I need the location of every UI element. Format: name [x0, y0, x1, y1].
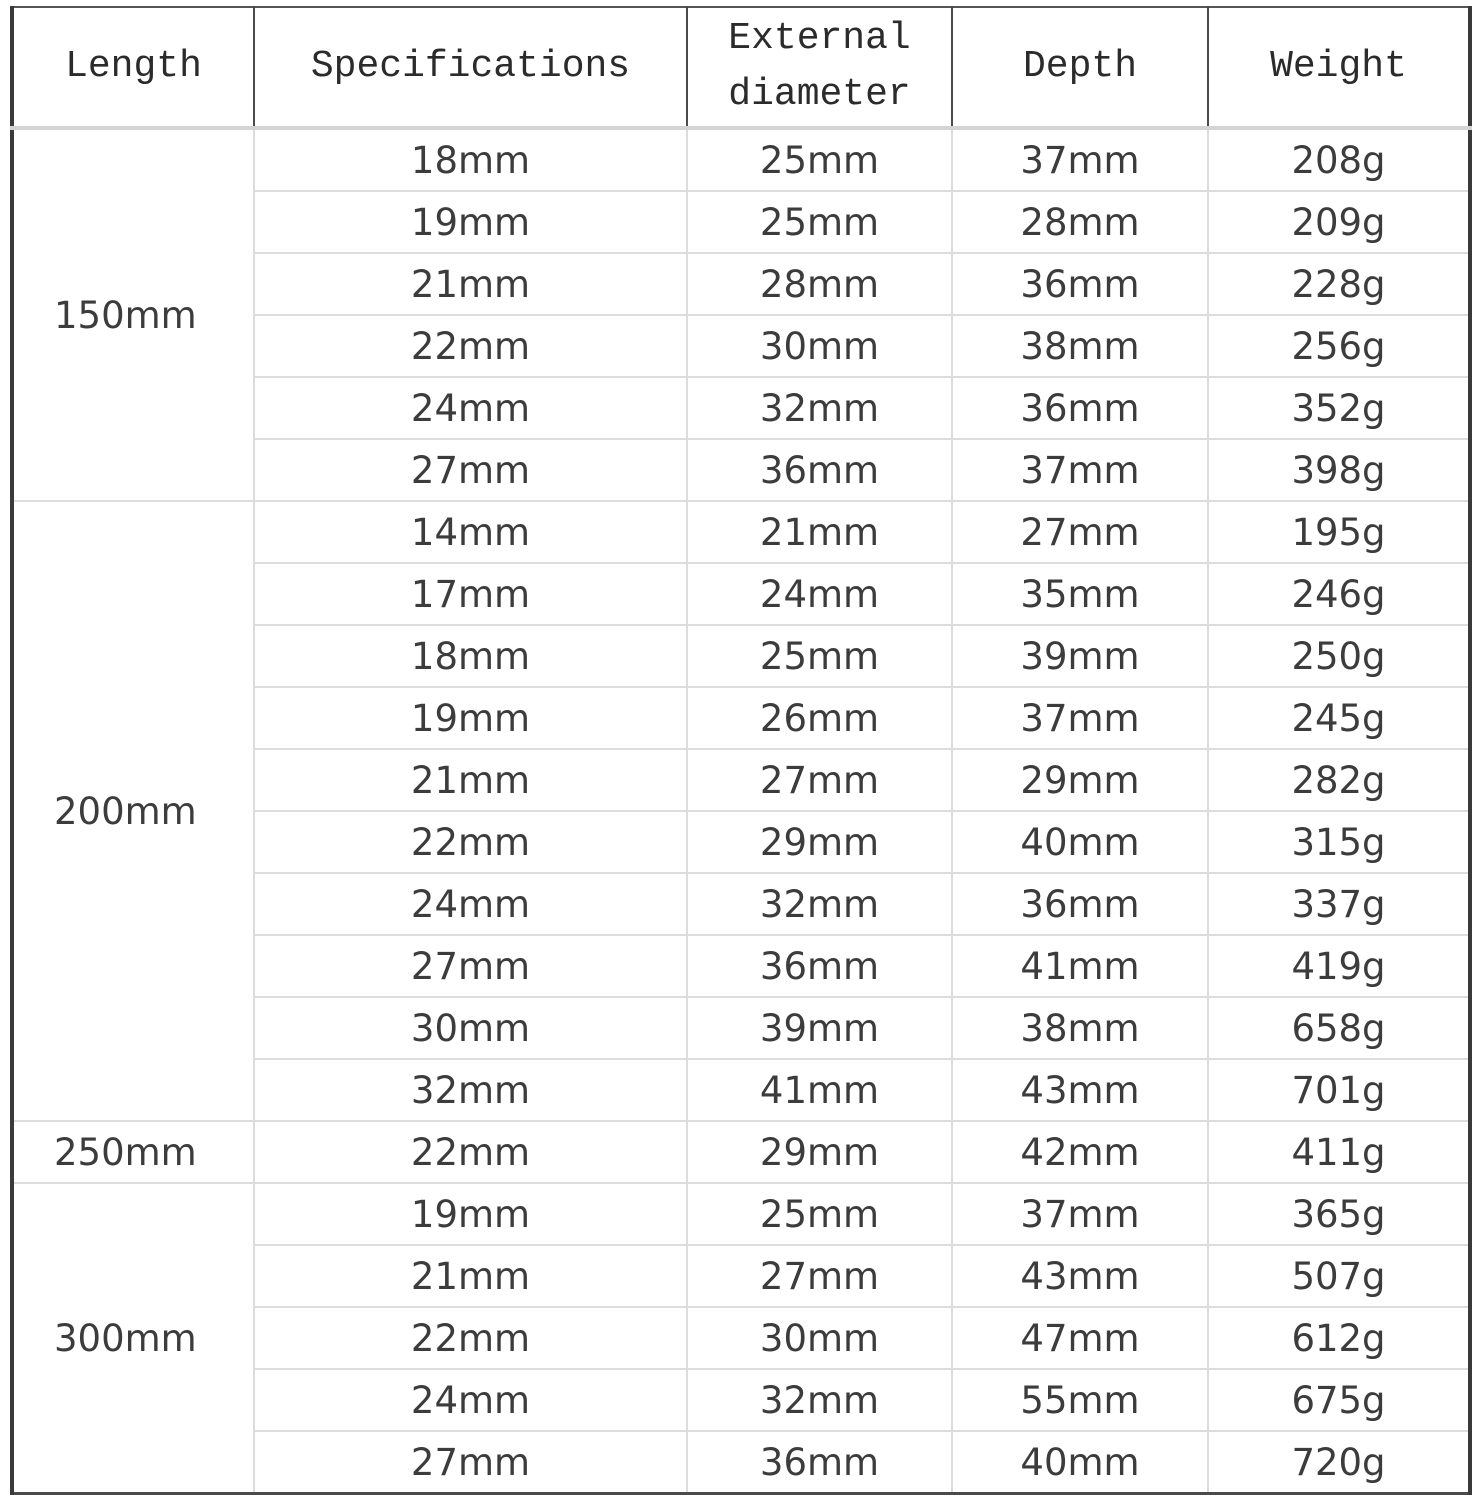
weight-cell: 195g [1208, 501, 1470, 563]
depth-cell: 29mm [952, 749, 1208, 811]
external-diameter-cell: 36mm [687, 439, 952, 501]
weight-cell: 419g [1208, 935, 1470, 997]
depth-cell: 40mm [952, 811, 1208, 873]
external-diameter-cell: 25mm [687, 1183, 952, 1245]
specification-cell: 14mm [254, 501, 687, 563]
specification-cell: 17mm [254, 563, 687, 625]
header-weight: Weight [1208, 7, 1470, 128]
depth-cell: 27mm [952, 501, 1208, 563]
specification-cell: 19mm [254, 687, 687, 749]
specification-cell: 18mm [254, 128, 687, 191]
specification-cell: 22mm [254, 1121, 687, 1183]
weight-cell: 411g [1208, 1121, 1470, 1183]
external-diameter-cell: 36mm [687, 935, 952, 997]
weight-cell: 315g [1208, 811, 1470, 873]
depth-cell: 37mm [952, 439, 1208, 501]
table-row [12, 1183, 1470, 1245]
weight-cell: 209g [1208, 191, 1470, 253]
header-external-diameter-line1: External [728, 17, 911, 60]
specification-cell: 27mm [254, 935, 687, 997]
external-diameter-cell: 29mm [687, 1121, 952, 1183]
depth-cell: 55mm [952, 1369, 1208, 1431]
external-diameter-cell: 32mm [687, 873, 952, 935]
length-cell: 150mm [12, 128, 254, 501]
specification-cell: 22mm [254, 811, 687, 873]
weight-cell: 245g [1208, 687, 1470, 749]
header-specifications: Specifications [254, 7, 687, 128]
depth-cell: 35mm [952, 563, 1208, 625]
weight-cell: 256g [1208, 315, 1470, 377]
header-external-diameter-line2: diameter [728, 73, 911, 116]
external-diameter-cell: 25mm [687, 128, 952, 191]
specification-cell: 22mm [254, 315, 687, 377]
length-cell: 200mm [12, 501, 254, 1121]
header-row [12, 7, 1470, 128]
weight-cell: 228g [1208, 253, 1470, 315]
external-diameter-cell: 39mm [687, 997, 952, 1059]
depth-cell: 38mm [952, 997, 1208, 1059]
weight-cell: 612g [1208, 1307, 1470, 1369]
external-diameter-cell: 30mm [687, 1307, 952, 1369]
depth-cell: 37mm [952, 1183, 1208, 1245]
table-header [12, 7, 1470, 128]
external-diameter-cell: 41mm [687, 1059, 952, 1121]
specification-cell: 24mm [254, 1369, 687, 1431]
external-diameter-cell: 32mm [687, 377, 952, 439]
depth-cell: 43mm [952, 1245, 1208, 1307]
specification-cell: 27mm [254, 439, 687, 501]
external-diameter-cell: 21mm [687, 501, 952, 563]
header-external-diameter [687, 7, 952, 128]
depth-cell: 36mm [952, 377, 1208, 439]
specification-cell: 22mm [254, 1307, 687, 1369]
length-cell: 300mm [12, 1183, 254, 1494]
weight-cell: 365g [1208, 1183, 1470, 1245]
external-diameter-cell: 27mm [687, 1245, 952, 1307]
specification-cell: 24mm [254, 873, 687, 935]
depth-cell: 39mm [952, 625, 1208, 687]
weight-cell: 282g [1208, 749, 1470, 811]
specification-cell: 30mm [254, 997, 687, 1059]
depth-cell: 41mm [952, 935, 1208, 997]
specification-cell: 21mm [254, 1245, 687, 1307]
header-length: Length [12, 7, 254, 128]
depth-cell: 43mm [952, 1059, 1208, 1121]
external-diameter-cell: 25mm [687, 191, 952, 253]
specification-cell: 21mm [254, 749, 687, 811]
depth-cell: 36mm [952, 253, 1208, 315]
weight-cell: 250g [1208, 625, 1470, 687]
external-diameter-cell: 30mm [687, 315, 952, 377]
weight-cell: 337g [1208, 873, 1470, 935]
depth-cell: 38mm [952, 315, 1208, 377]
external-diameter-cell: 27mm [687, 749, 952, 811]
weight-cell: 658g [1208, 997, 1470, 1059]
external-diameter-cell: 29mm [687, 811, 952, 873]
depth-cell: 37mm [952, 128, 1208, 191]
spec-table [10, 6, 1472, 1495]
specification-cell: 19mm [254, 191, 687, 253]
table-row [12, 501, 1470, 563]
depth-cell: 42mm [952, 1121, 1208, 1183]
specification-cell: 18mm [254, 625, 687, 687]
table-body [12, 128, 1470, 1494]
header-depth: Depth [952, 7, 1208, 128]
depth-cell: 47mm [952, 1307, 1208, 1369]
external-diameter-cell: 32mm [687, 1369, 952, 1431]
external-diameter-cell: 26mm [687, 687, 952, 749]
specification-cell: 21mm [254, 253, 687, 315]
table-row [12, 128, 1470, 191]
length-cell: 250mm [12, 1121, 254, 1183]
depth-cell: 28mm [952, 191, 1208, 253]
depth-cell: 37mm [952, 687, 1208, 749]
weight-cell: 246g [1208, 563, 1470, 625]
external-diameter-cell: 25mm [687, 625, 952, 687]
specification-cell: 24mm [254, 377, 687, 439]
depth-cell: 40mm [952, 1431, 1208, 1494]
specification-cell: 19mm [254, 1183, 687, 1245]
external-diameter-cell: 36mm [687, 1431, 952, 1494]
table-row [12, 1121, 1470, 1183]
weight-cell: 398g [1208, 439, 1470, 501]
external-diameter-cell: 28mm [687, 253, 952, 315]
depth-cell: 36mm [952, 873, 1208, 935]
weight-cell: 208g [1208, 128, 1470, 191]
specification-cell: 32mm [254, 1059, 687, 1121]
weight-cell: 675g [1208, 1369, 1470, 1431]
weight-cell: 720g [1208, 1431, 1470, 1494]
weight-cell: 701g [1208, 1059, 1470, 1121]
weight-cell: 507g [1208, 1245, 1470, 1307]
weight-cell: 352g [1208, 377, 1470, 439]
external-diameter-cell: 24mm [687, 563, 952, 625]
specification-cell: 27mm [254, 1431, 687, 1494]
